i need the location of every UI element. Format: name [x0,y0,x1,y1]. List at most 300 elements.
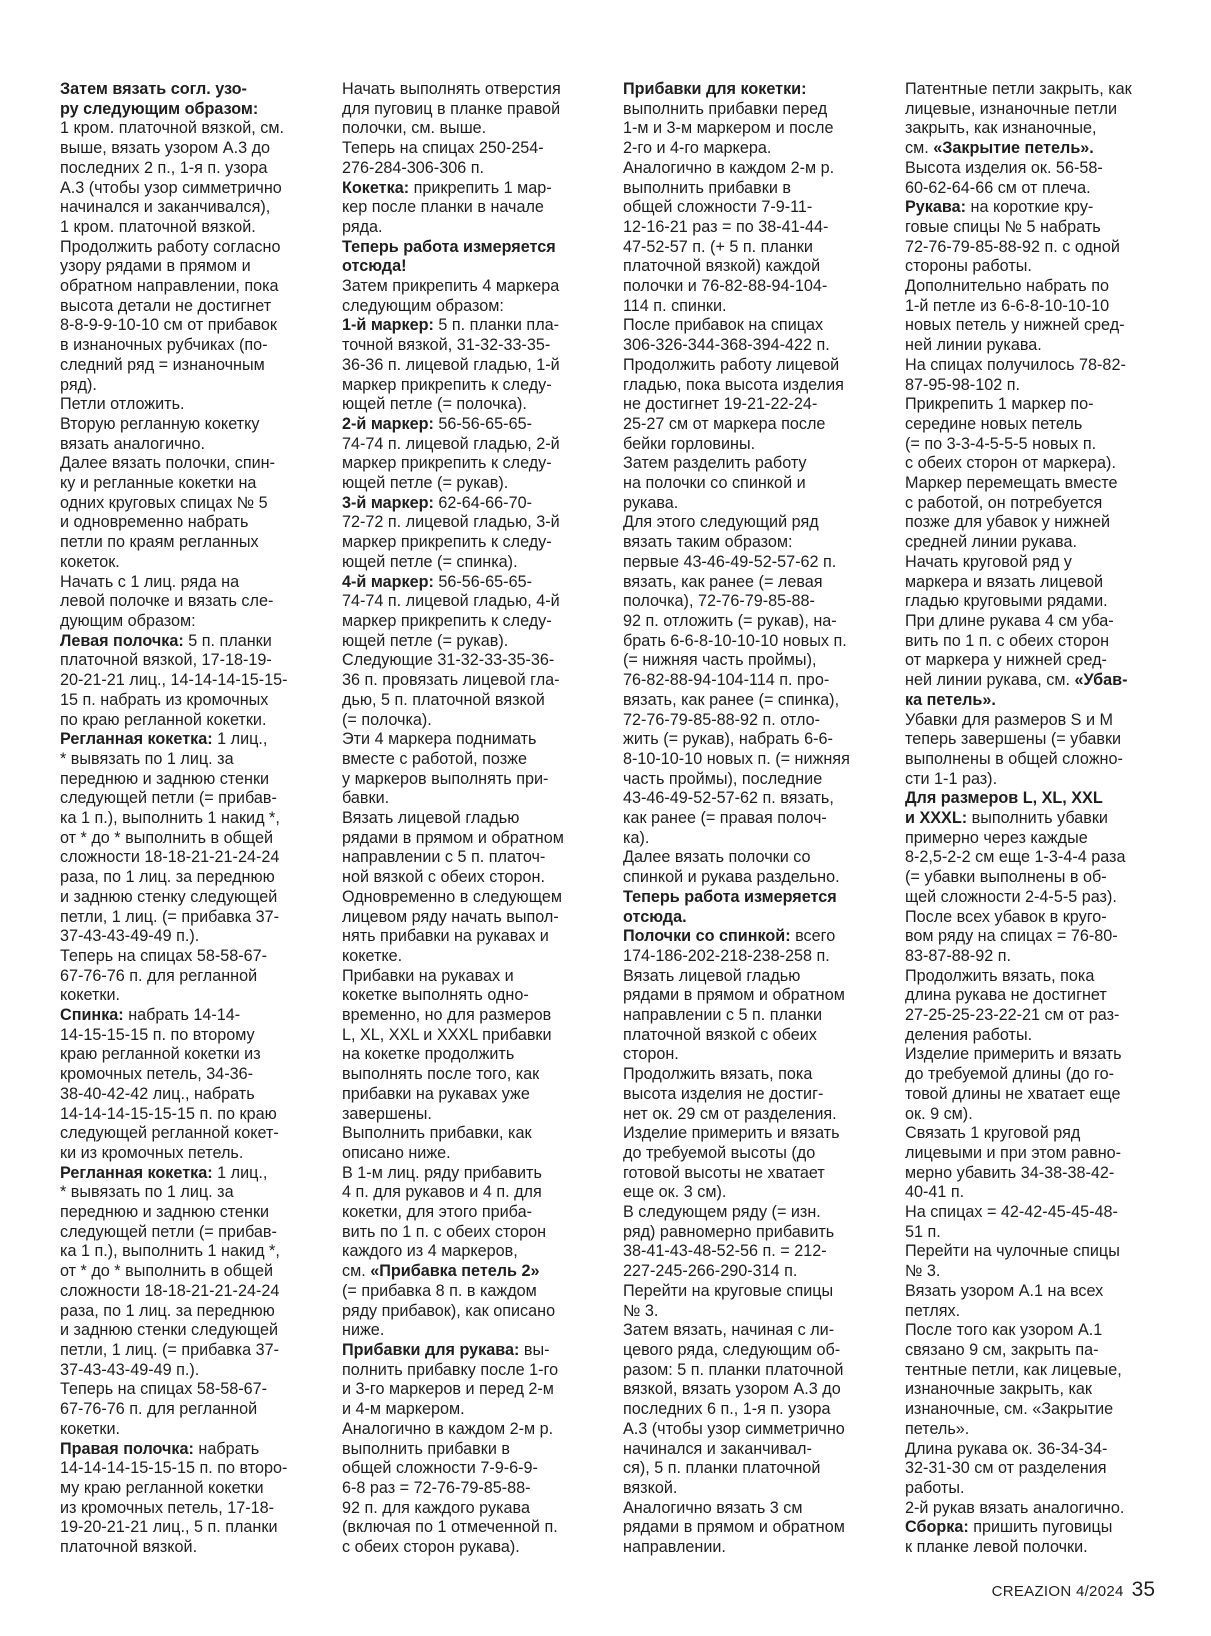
text-run: В следующем ряду (= изн. [623,1203,821,1222]
text-line [623,218,879,238]
text-line [623,888,879,908]
text-run: Продолжить работу согласно [60,237,281,256]
text-run: последних 6 п., 1-я п. узора [623,1400,831,1419]
text-line [60,356,312,376]
text-line [342,1440,596,1460]
text-line [623,1380,879,1400]
bold-heading: Затем вязать согл. узо- [60,80,247,98]
bold-heading: Кокетка: [342,178,410,197]
text-line [905,947,1161,967]
text-run: вязкой, вязать узором А.3 до [623,1380,841,1399]
text-run: раза, по 1 лиц. за переднюю [60,868,275,887]
text-line [905,1341,1161,1361]
text-run: рукава. [623,493,679,512]
text-run: 56-56-65-65- [433,414,532,433]
text-run: ряд) равномерно прибавить [623,1222,835,1241]
text-line [60,474,312,494]
text-run: 56-56-65-65- [433,572,532,591]
text-run: от * до * выполнить в общей [60,1262,274,1281]
text-run: ющей петле (= рукав). [342,474,509,493]
text-line [60,1282,312,1302]
text-line [623,494,879,514]
text-line [342,1124,596,1144]
text-run: изнаночные закрыть, как [905,1380,1093,1399]
text-line [60,1499,312,1519]
bold-heading: Регланная кокетка: [60,1163,213,1182]
text-line [342,1479,596,1499]
text-line [342,1065,596,1085]
text-line [60,1105,312,1125]
text-run: как ранее (= правая полоч- [623,809,827,828]
text-line [905,1282,1161,1302]
bold-heading: ка петель». [905,690,996,709]
text-line [905,159,1161,179]
text-line [342,947,596,967]
text-run: ку и регланные кокетки на [60,474,257,493]
text-run: 19-20-21-21 лиц., 5 п. планки [60,1518,278,1537]
bold-heading: отсюда. [623,907,687,926]
text-line [60,513,312,533]
text-line [60,1144,312,1164]
text-run: по краю регланной кокетки. [60,710,267,729]
text-run: Петли отложить. [60,395,185,414]
text-run: лицевые, изнаночные петли [905,99,1118,118]
bold-heading: 3-й маркер: [342,493,434,512]
text-line [905,494,1161,514]
text-run: 72-72 п. лицевой гладью, 3-й [342,513,560,532]
text-line [623,553,879,573]
text-run: Аналогично в каждом 2-м р. [342,1419,554,1438]
text-line [60,1302,312,1322]
text-run: Следующие 31-32-33-35-36- [342,651,555,670]
text-line [905,100,1161,120]
text-run: 1 кром. платочной вязкой. [60,217,256,236]
text-line [342,927,596,947]
text-line [342,967,596,987]
text-run: Патентные петли закрыть, как [905,80,1132,98]
text-line [905,316,1161,336]
text-run: кокеток. [60,552,120,571]
text-run: начинался и заканчивался), [60,198,271,217]
text-run: еще ок. 3 см). [623,1183,727,1202]
text-line [905,1400,1161,1420]
text-line [623,908,879,928]
text-run: 40-41 п. [905,1183,965,1202]
text-line [60,336,312,356]
text-run: 76-82-88-94-104-114 п. про- [623,671,830,690]
text-line [60,750,312,770]
text-line [623,1400,879,1420]
text-run: вязать, как ранее (= спинка), [623,690,840,709]
text-line [342,1361,596,1381]
text-run: от маркера у нижней сред- [905,651,1107,670]
text-run: краю регланной кокетки из [60,1045,261,1064]
text-run: до требуемой высоты (до [623,1143,816,1162]
text-run: На спицах получилось 78-82- [905,355,1126,374]
text-run: 25-27 см от маркера после [623,414,826,433]
text-run: 87-95-98-102 п. [905,375,1020,394]
text-run: вом ряду на спицах = 76-80- [905,927,1118,946]
text-line [342,454,596,474]
text-line [60,119,312,139]
text-run: 5 п. планки [183,631,272,650]
text-run: 51 п. [905,1222,941,1241]
text-run: 74-74 п. лицевой гладью, 4-й [342,592,560,611]
text-run: петли по краям регланных [60,533,259,552]
text-line [905,789,1161,809]
text-run: петлях. [905,1301,961,1320]
text-run: следний ряд = изнаночным [60,355,265,374]
text-line [60,1006,312,1026]
text-line [60,888,312,908]
text-line [60,159,312,179]
text-line [905,80,1161,100]
text-line [342,119,596,139]
text-run: следующей петли (= прибав- [60,789,277,808]
text-line [342,336,596,356]
text-line [60,592,312,612]
text-run: к планке левой полочки. [905,1538,1088,1557]
text-line [342,1105,596,1125]
text-line [905,908,1161,928]
text-line [905,1124,1161,1144]
text-line [905,671,1161,691]
text-line [905,1538,1161,1558]
text-run: ка 1 п.), выполнить 1 накид *, [60,1242,280,1261]
text-run: и одновременно набрать [60,513,249,532]
text-line [905,770,1161,790]
text-run: рядами в прямом и обратном [623,1518,845,1537]
text-run: с обеих сторон рукава). [342,1538,520,1557]
text-run: бейки горловины. [623,434,756,453]
text-run: ющей петле (= рукав). [342,631,509,650]
text-line [905,612,1161,632]
text-column-3 [623,80,879,1558]
text-run: Теперь на спицах 58-58-67- [60,946,268,965]
text-line [342,1026,596,1046]
text-line [342,198,596,218]
text-line [623,1065,879,1085]
text-line [60,435,312,455]
text-run: 1-й петле из 6-6-8-10-10-10 [905,296,1110,315]
text-run: выполнить прибавки в [342,1439,510,1458]
text-line [342,1499,596,1519]
text-line [60,415,312,435]
text-run: жить (= рукав), набрать 6-6- [623,730,833,749]
text-line [623,1518,879,1538]
text-run: А.3 (чтобы узор симметрично [60,178,282,197]
text-line [905,711,1161,731]
text-line [905,1440,1161,1460]
text-run: ка). [623,828,650,847]
text-line [623,1105,879,1125]
text-line [342,395,596,415]
text-run: на полочки со спинкой и [623,474,806,493]
text-line [623,848,879,868]
text-run: ней линии рукава. [905,336,1042,355]
text-line [60,1085,312,1105]
text-run: ющей петле (= полочка). [342,395,527,414]
text-run: № 3. [623,1301,659,1320]
text-line [342,1282,596,1302]
text-line [623,336,879,356]
text-run: маркер прикрепить к следу- [342,454,552,473]
text-line [60,494,312,514]
bold-heading: Правая полочка: [60,1439,194,1458]
text-line [905,1242,1161,1262]
text-line [905,277,1161,297]
text-line [623,770,879,790]
text-run: полочки, см. выше. [342,119,487,138]
text-run: дующим образом: [60,611,196,630]
text-line [623,356,879,376]
text-line [60,1321,312,1341]
text-line [60,671,312,691]
text-run: 114 п. спинки. [623,296,727,315]
text-run: готовой высоты не хватает [623,1163,825,1182]
bold-heading: Спинка: [60,1006,124,1025]
text-run: следующим образом: [342,296,504,315]
text-line [342,1459,596,1479]
text-run: 60-62-64-66 см от плеча. [905,178,1091,197]
text-line [342,1164,596,1184]
text-line [60,1440,312,1460]
text-run: выполнить убавки [967,809,1108,828]
text-line [342,789,596,809]
text-run: середине новых петель [905,414,1083,433]
text-run: 227-245-266-290-314 п. [623,1262,798,1281]
text-line [60,868,312,888]
text-line [342,632,596,652]
text-line [623,1124,879,1144]
bold-heading: отсюда! [342,257,407,276]
text-run: закрыть, как изнаночные, [905,119,1097,138]
text-run: петли, 1 лиц. (= прибавка 37- [60,1341,280,1359]
text-run: Выполнить прибавки, как [342,1124,532,1143]
text-run: После прибавок на спицах [623,316,824,335]
text-line [60,986,312,1006]
text-run: не достигнет 19-21-22-24- [623,395,818,414]
bold-heading: 4-й маркер: [342,572,434,591]
text-line [342,848,596,868]
text-line [623,179,879,199]
text-run: лицевом ряду начать выпол- [342,907,559,926]
text-run: 37-43-43-49-49 п.). [60,927,200,946]
text-run: Начать с 1 лиц. ряда на [60,572,240,591]
text-line [342,1183,596,1203]
text-run: узору рядами в прямом и [60,257,251,276]
text-line [623,119,879,139]
text-run: всего [790,927,836,946]
text-line [905,1479,1161,1499]
text-run: Далее вязать полочки, спин- [60,454,275,473]
text-run: Дополнительно набрать по [905,277,1109,296]
text-run: 276-284-306-306 п. [342,158,484,177]
text-run: платочной вязкой) каждой [623,257,821,276]
text-run: 72-76-79-85-88-92 п. отло- [623,710,820,729]
text-run: и заднюю стенки следующей [60,1321,279,1340]
text-line [342,1223,596,1243]
text-line [623,868,879,888]
text-run: (= по 3-3-4-5-5-5 новых п. [905,434,1097,453]
text-line [623,474,879,494]
bold-heading: «Убав- [1074,671,1128,690]
text-line [342,750,596,770]
text-line [60,1045,312,1065]
text-line [342,533,596,553]
text-line [342,1380,596,1400]
text-run: Прикрепить 1 маркер по- [905,395,1094,414]
text-line [342,513,596,533]
text-run: платочной вязкой. [60,1538,198,1557]
text-run: вязать таким образом: [623,533,793,552]
text-line [342,376,596,396]
text-line [342,1203,596,1223]
text-line [60,218,312,238]
text-line [342,592,596,612]
text-line [905,1164,1161,1184]
text-line [623,533,879,553]
text-run: 47-52-57 п. (+ 5 п. планки [623,237,813,256]
text-run: с обеих сторон от маркера). [905,454,1116,473]
text-run: выполнены в общей сложно- [905,749,1123,768]
text-run: выполнять после того, как [342,1065,540,1084]
text-line [342,1262,596,1282]
text-run: Начать выполнять отверстия [342,80,561,98]
text-line [60,809,312,829]
text-run: 12-16-21 раз = по 38-41-44- [623,217,829,236]
text-line [60,100,312,120]
text-run: маркер прикрепить к следу- [342,611,552,630]
text-line [623,809,879,829]
bold-heading: «Прибавка петель 2» [370,1262,540,1281]
text-run: вить по 1 п. с обеих сторон [905,631,1110,650]
text-run: На спицах = 42-42-45-45-48- [905,1203,1118,1222]
text-run: (= прибавка 8 п. в каждом [342,1281,537,1300]
text-line [60,573,312,593]
bold-heading: Рукава: [905,198,967,217]
text-line [623,1420,879,1440]
text-line [342,80,596,100]
text-run: маркер прикрепить к следу- [342,375,552,394]
bold-heading: Регланная кокетка: [60,730,213,749]
text-run: ниже. [342,1321,385,1340]
text-run: гладью, пока высота изделия [623,375,844,394]
text-run: А.3 (чтобы узор симметрично [623,1419,845,1438]
text-line [60,1380,312,1400]
text-run: работы. [905,1478,965,1497]
text-line [623,711,879,731]
text-run: 67-76-76 п. для регланной [60,966,258,985]
text-line [623,829,879,849]
text-run: ней линии рукава, см. [905,671,1075,690]
text-run: 174-186-202-218-238-258 п. [623,946,830,965]
text-line [905,435,1161,455]
text-run: Затем вязать, начиная с ли- [623,1321,835,1340]
text-line [905,730,1161,750]
text-run: стороны работы. [905,257,1032,276]
text-run: набрать 14-14- [123,1006,241,1025]
text-run: вязкой. [623,1478,678,1497]
text-run: ряду прибавок), как описано [342,1301,556,1320]
text-line [623,415,879,435]
text-run: мерно убавить 34-38-38-42- [905,1163,1115,1182]
text-run: ряда. [342,217,383,236]
text-line [60,908,312,928]
bold-heading: Теперь работа измеряется [342,237,556,256]
text-run: 1 лиц., [212,730,268,749]
text-run: выше, вязать узором А.3 до [60,139,271,158]
text-line [60,179,312,199]
text-line [342,986,596,1006]
text-line [905,1518,1161,1538]
text-line [60,927,312,947]
text-run: Продолжить работу лицевой [623,355,840,374]
text-run: (= убавки выполнены в об- [905,868,1107,887]
bold-heading: Прибавки для рукава: [342,1341,520,1359]
bold-heading: ру следующим образом: [60,99,259,118]
text-run: дью, 5 п. платочной вязкой [342,690,545,709]
text-run: L, XL, XXL и XXXL прибавки [342,1025,552,1044]
text-line [905,513,1161,533]
text-line [342,553,596,573]
text-run: му краю регланной кокетки [60,1478,264,1497]
text-run: Продолжить вязать, пока [623,1065,813,1084]
text-line [905,1420,1161,1440]
text-run: обратном направлении, пока [60,277,279,296]
text-run: полочка), 72-76-79-85-88- [623,592,815,611]
text-run: 27-25-25-23-22-21 см от раз- [905,1006,1120,1025]
text-run: Далее вязать полочки со [623,848,811,867]
text-run: кокетке. [342,946,403,965]
text-run: 92 п. отложить (= рукав), на- [623,611,837,630]
text-run: общей сложности 7-9-6-9- [342,1459,538,1478]
text-line [342,1538,596,1558]
text-line [342,770,596,790]
text-line [60,1164,312,1184]
text-line [342,711,596,731]
text-line [905,1380,1161,1400]
text-run: платочной вязкой с обеих [623,1025,817,1044]
text-run: высота изделия не достиг- [623,1084,824,1103]
text-run: раза, по 1 лиц. за переднюю [60,1301,275,1320]
text-run: связано 9 см, закрыть па- [905,1341,1099,1359]
text-run: ка 1 п.), выполнить 1 накид *, [60,809,280,828]
text-run: ряд). [60,375,97,394]
text-run: Затем прикрепить 4 маркера [342,277,560,296]
text-line [623,238,879,258]
text-line [60,711,312,731]
text-line [342,179,596,199]
text-run: разом: 5 п. планки платочной [623,1360,844,1379]
text-line [623,927,879,947]
text-run: сти 1-1 раз). [905,769,998,788]
text-run: петель». [905,1419,970,1438]
text-run: 92 п. для каждого рукава [342,1498,530,1517]
text-run: Вязать лицевой гладью [342,809,520,828]
text-run: прикрепить 1 мар- [409,178,552,197]
text-run: нять прибавки на рукавах и [342,927,549,946]
text-line [623,1341,879,1361]
text-run: точной вязкой, 31-32-33-35- [342,336,551,355]
text-line [60,1065,312,1085]
text-run: длина рукава не достигнет [905,986,1107,1005]
text-line [342,356,596,376]
text-run: бавки. [342,789,390,808]
text-run: из кромочных петель, 17-18- [60,1498,275,1517]
text-line [905,1262,1161,1282]
text-run: говые спицы № 5 набрать [905,217,1101,236]
